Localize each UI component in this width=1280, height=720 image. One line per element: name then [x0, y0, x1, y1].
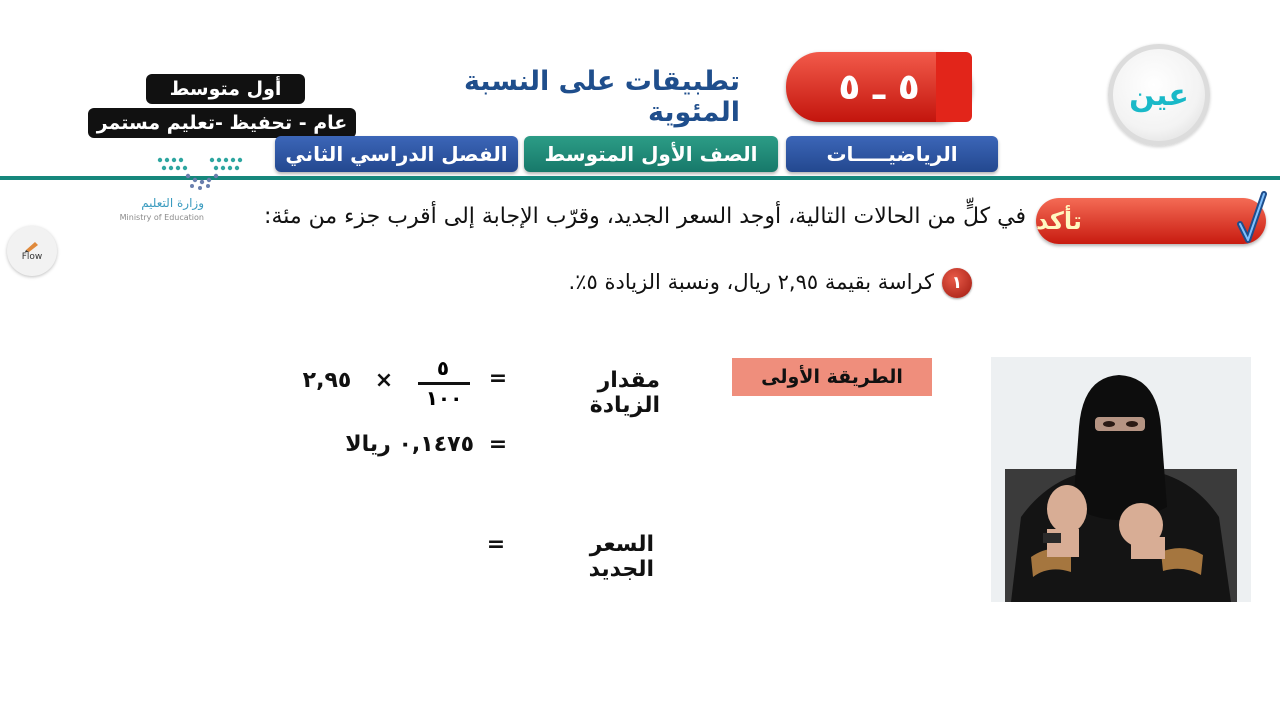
track-badge: عام - تحفيظ -تعليم مستمر [88, 108, 356, 138]
level-badge: أول متوسط [146, 74, 305, 104]
lesson-number-banner [786, 52, 972, 122]
ministry-name-ar: وزارة التعليم [141, 196, 204, 210]
increase-result: ٠,١٤٧٥ ريالا [345, 432, 474, 457]
interpreter-figure [991, 357, 1251, 602]
lesson-number: ٥ ـ ٥ [838, 66, 920, 108]
banner-stripe [936, 52, 972, 122]
times-sign: × [374, 368, 394, 393]
tab-grade: الصف الأول المتوسط [524, 136, 778, 172]
fraction-denominator: ١٠٠ [425, 386, 463, 410]
question-text: كراسة بقيمة ٢,٩٥ ريال، ونسبة الزيادة ٥٪. [568, 270, 934, 294]
lesson-title: تطبيقات على النسبة المئوية [463, 66, 740, 128]
tab-term: الفصل الدراسي الثاني [275, 136, 518, 172]
instruction-text: في كلٍّ من الحالات التالية، أوجد السعر الجديد، وقرّب الإجابة إلى أقرب جزء من مئة: [264, 204, 1026, 229]
equals-sign-3: = [486, 532, 506, 557]
fraction-bar [418, 382, 470, 385]
pencil-icon [24, 240, 40, 252]
new-price-label: السعر الجديد [588, 532, 654, 582]
check-banner [1036, 198, 1266, 244]
equals-sign: = [488, 366, 508, 391]
method-label: الطريقة الأولى [732, 358, 932, 396]
tab-subject: الرياضيـــــات [786, 136, 998, 172]
logo-text: عين [1129, 77, 1189, 113]
equals-sign-2: = [488, 432, 508, 457]
check-banner-label: تأكد [1036, 207, 1082, 235]
ministry-logo-icon [150, 152, 250, 192]
fraction-numerator: ٥ [436, 356, 450, 380]
increase-amount-label: مقدار الزيادة [589, 368, 660, 418]
price-value: ٢,٩٥ [302, 368, 352, 393]
flow-button[interactable] [7, 226, 57, 276]
checkmark-icon [1236, 190, 1268, 248]
ministry-name-en: Ministry of Education [119, 213, 204, 222]
question-number: ١ [942, 268, 972, 298]
flow-label: Flow [21, 252, 43, 262]
interpreter-video [991, 357, 1251, 602]
channel-logo [1108, 44, 1210, 146]
